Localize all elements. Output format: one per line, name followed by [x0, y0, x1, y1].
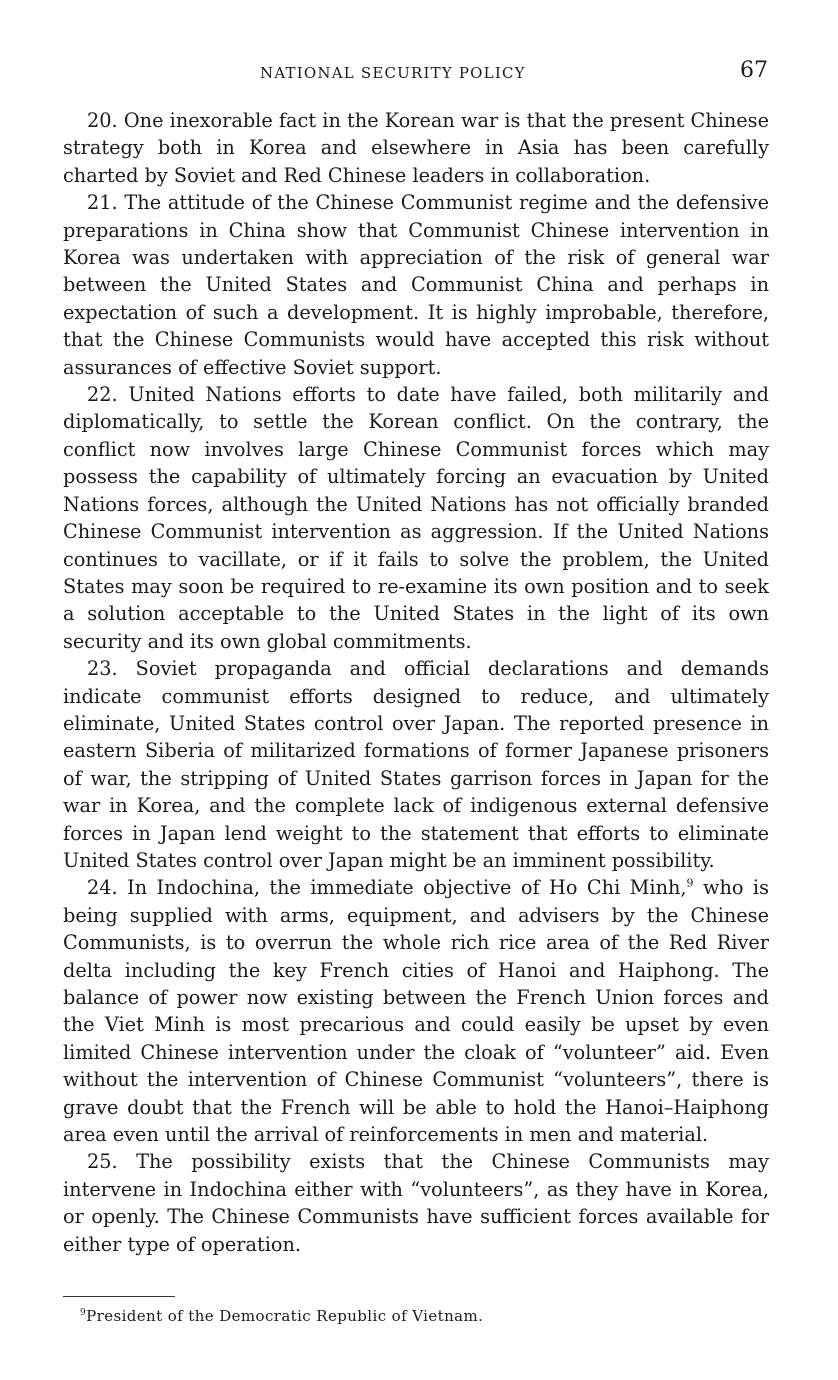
paragraph-number: 21. [87, 191, 118, 215]
footnote-text: President of the Democratic Republic of Vietnam. [86, 1307, 484, 1325]
paragraph-24 [63, 874, 769, 1148]
paragraph-number: 25. [87, 1150, 118, 1174]
paragraph-text: Soviet propaganda and official declarations and demands indicate communist efforts designed to reduce, and ultimately eliminate, United States control over Japan. The reported presence in eastern Siberia of militarized formations of former Japanese prisoners of war, the stripping of United States garrison forces in Japan for the war in Korea, and the complete lack of indigenous external defensive forces in Japan lend weight to the statement that efforts to eliminate United States control over Japan might be an imminent possibility. [63, 657, 769, 872]
running-title: NATIONAL SECURITY POLICY [260, 64, 526, 82]
paragraph-20 [63, 107, 769, 189]
footnote-mark: 9 [80, 1308, 87, 1318]
paragraph-text: In Indochina, the immediate objective of Ho Chi Minh, [127, 876, 687, 900]
paragraph-number: 22. [87, 383, 118, 407]
paragraph-text: The possibility exists that the Chinese Communists may intervene in Indochina either with “volunteers”, as they have in Korea, or openly. The Chinese Communists have sufficient forces available for either type of operation. [63, 1150, 769, 1256]
paragraph-22 [63, 381, 769, 655]
paragraph-number: 23. [87, 657, 118, 681]
paragraph-text-continued: who is being supplied with arms, equipment, and advisers by the Chinese Communists, is to overrun the whole rich rice area of the Red River delta including the key French cities of Hanoi and Haiphong. The balance of power now existing between the French Union forces and the Viet Minh is most precarious and could easily be upset by even limited Chinese intervention under the cloak of “volunteer” aid. Even without the intervention of Chinese Communist “volunteers”, there is grave doubt that the French will be able to hold the Hanoi–Haiphong area even until the arrival of reinforcements in men and material. [63, 876, 769, 1147]
paragraph-23 [63, 655, 769, 874]
footnote [80, 1307, 483, 1325]
paragraph-number: 24. [87, 876, 118, 900]
paragraph-text: One inexorable fact in the Korean war is that the present Chinese strategy both in Korea and elsewhere in Asia has been carefully charted by Soviet and Red Chinese leaders in collaboration. [63, 109, 769, 187]
paragraph-number: 20. [87, 109, 118, 132]
footnote-divider [63, 1296, 175, 1297]
body-text [63, 107, 769, 1258]
paragraph-25 [63, 1148, 769, 1258]
paragraph-21 [63, 189, 769, 381]
paragraph-text: United Nations efforts to date have failed, both militarily and diplomatically, to settle the Korean conflict. On the contrary, the conflict now involves large Chinese Communist forces which may possess the capability of ultimately forcing an evacuation by United Nations forces, although the United Nations has not officially branded Chinese Communist intervention as aggression. If the United Nations continues to vacillate, or if it fails to solve the problem, the United States may soon be required to re-examine its own position and to seek a solution acceptable to the United States in the light of its own security and its own global commitments. [63, 383, 769, 653]
paragraph-text: The attitude of the Chinese Communist regime and the defensive preparations in China show that Communist Chinese intervention in Korea was undertaken with appreciation of the risk of general war between the United States and Communist China and perhaps in expectation of such a development. It is highly improbable, therefore, that the Chinese Communists would have accepted this risk without assurances of effective Soviet support. [63, 191, 769, 379]
footnote-reference: 9 [686, 876, 694, 890]
page-number: 67 [740, 58, 768, 83]
